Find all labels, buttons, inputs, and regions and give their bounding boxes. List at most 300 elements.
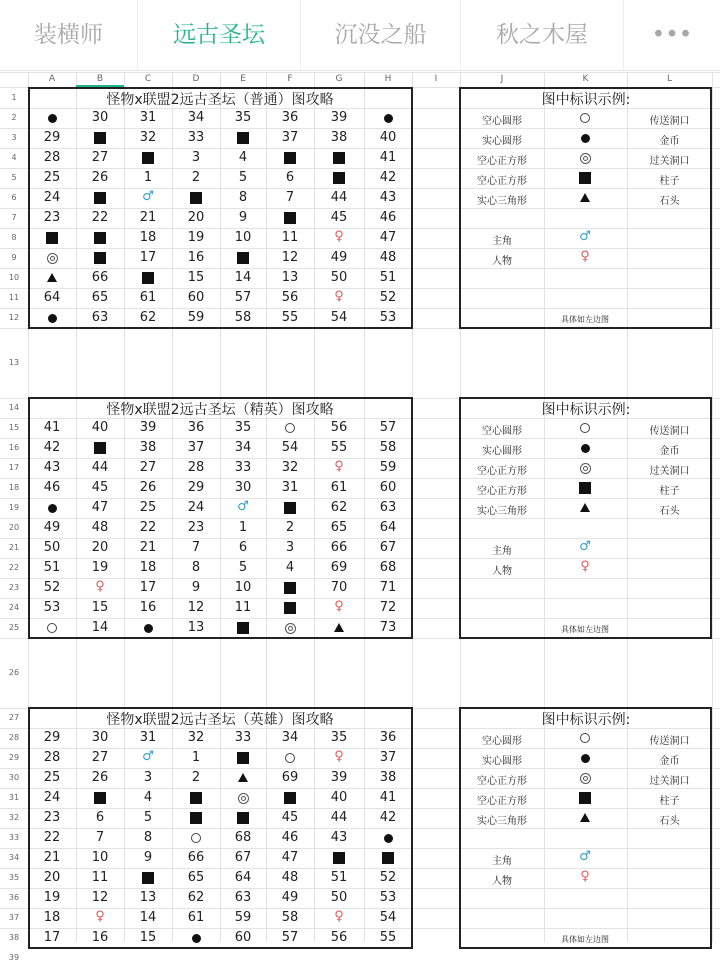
row-header[interactable]: 34	[8, 853, 20, 862]
map-cell[interactable]: 45	[91, 480, 109, 495]
map-cell[interactable]: 13	[139, 890, 157, 905]
map-cell[interactable]: 42	[43, 440, 61, 455]
map-cell[interactable]: 1	[143, 170, 153, 185]
row-header[interactable]: 24	[8, 603, 20, 612]
legend-meaning: 过关洞口	[649, 466, 690, 477]
map-cell[interactable]: 52	[379, 870, 397, 885]
map-cell[interactable]: 67	[234, 850, 252, 865]
map-cell[interactable]: 30	[91, 730, 109, 745]
map-cell[interactable]: 7	[285, 190, 295, 205]
map-cell[interactable]: 13	[281, 270, 299, 285]
map-cell[interactable]: 62	[330, 500, 348, 515]
legend-meaning: 石头	[659, 816, 680, 827]
map-cell[interactable]: 9	[238, 210, 248, 225]
map-cell[interactable]: 29	[43, 730, 61, 745]
map-cell[interactable]: 35	[234, 420, 252, 435]
map-cell[interactable]: 12	[281, 250, 299, 265]
map-cell[interactable]: 41	[379, 150, 397, 165]
map-cell[interactable]: 54	[281, 440, 299, 455]
map-cell[interactable]: 28	[187, 460, 205, 475]
map-cell[interactable]: 19	[43, 890, 61, 905]
row-header[interactable]: 15	[8, 423, 20, 432]
map-cell[interactable]: 44	[330, 190, 348, 205]
map-cell[interactable]: 53	[43, 600, 61, 615]
map-cell[interactable]: 64	[43, 290, 61, 305]
map-cell[interactable]: 13	[187, 620, 205, 635]
map-cell[interactable]: 40	[91, 420, 109, 435]
map-cell[interactable]: 27	[91, 150, 109, 165]
map-cell[interactable]: 47	[281, 850, 299, 865]
map-cell[interactable]: 29	[43, 130, 61, 145]
map-cell[interactable]: 36	[187, 420, 205, 435]
map-cell[interactable]: 21	[139, 540, 157, 555]
map-cell[interactable]: 65	[187, 870, 205, 885]
column-header[interactable]: A	[48, 74, 56, 84]
table-title: 怪物x联盟2远古圣坛（英雄）图攻略	[106, 712, 334, 728]
map-cell[interactable]: 7	[95, 830, 105, 845]
map-cell[interactable]: 36	[281, 110, 299, 125]
map-cell[interactable]: 41	[43, 420, 61, 435]
map-cell[interactable]: 26	[91, 770, 109, 785]
map-cell[interactable]: 49	[281, 890, 299, 905]
legend-shape-name: 空心正方形	[477, 776, 527, 787]
map-cell[interactable]: 50	[330, 270, 348, 285]
map-cell[interactable]: 65	[91, 290, 109, 305]
row-header[interactable]: 19	[8, 503, 20, 512]
map-cell[interactable]: 37	[187, 440, 205, 455]
map-cell[interactable]: 35	[330, 730, 348, 745]
map-cell[interactable]: 60	[234, 930, 252, 945]
map-cell[interactable]: 15	[139, 930, 157, 945]
map-cell[interactable]: 5	[143, 810, 153, 825]
row-header[interactable]: 13	[8, 358, 20, 367]
map-cell[interactable]: 24	[43, 190, 61, 205]
map-cell[interactable]: 58	[379, 440, 397, 455]
map-cell[interactable]: 37	[379, 750, 397, 765]
map-cell[interactable]: 46	[43, 480, 61, 495]
map-cell[interactable]: 18	[139, 230, 157, 245]
row-header[interactable]: 39	[8, 953, 20, 962]
map-cell[interactable]: 2	[285, 520, 295, 535]
rock-icon	[47, 273, 57, 282]
map-cell[interactable]: 5	[238, 170, 248, 185]
row-header[interactable]: 4	[11, 153, 17, 162]
map-cell[interactable]: 55	[379, 930, 397, 945]
character-icon: ♀	[580, 249, 590, 264]
map-cell[interactable]: 14	[91, 620, 109, 635]
pillar-icon	[284, 602, 296, 614]
pillar-icon	[94, 192, 106, 204]
map-cell[interactable]: 57	[234, 290, 252, 305]
map-cell[interactable]: 38	[139, 440, 157, 455]
map-cell[interactable]: 17	[43, 930, 61, 945]
legend-shape-name: 空心正方形	[477, 486, 527, 497]
sheet-tab[interactable]: 秋之木屋	[461, 0, 624, 70]
map-cell[interactable]: 32	[187, 730, 205, 745]
character-icon: ♀	[334, 749, 344, 764]
map-cell[interactable]: 66	[91, 270, 109, 285]
map-cell[interactable]: 69	[281, 770, 299, 785]
row-header[interactable]: 26	[8, 668, 20, 677]
row-header[interactable]: 22	[8, 563, 20, 572]
map-cell[interactable]: 31	[139, 110, 157, 125]
coin-icon	[384, 834, 393, 843]
map-cell[interactable]: 24	[43, 790, 61, 805]
map-cell[interactable]: 23	[43, 810, 61, 825]
row-header[interactable]: 16	[8, 443, 20, 452]
map-cell[interactable]: 2	[191, 170, 201, 185]
map-cell[interactable]: 46	[281, 830, 299, 845]
map-cell[interactable]: 37	[281, 130, 299, 145]
map-cell[interactable]: 27	[139, 460, 157, 475]
pillar-icon	[46, 232, 58, 244]
map-cell[interactable]: 32	[139, 130, 157, 145]
pillar-icon	[237, 622, 249, 634]
map-cell[interactable]: 55	[281, 310, 299, 325]
pillar-icon	[333, 172, 345, 184]
map-cell[interactable]: 42	[379, 170, 397, 185]
map-cell[interactable]: 54	[330, 310, 348, 325]
map-cell[interactable]: 8	[191, 560, 201, 575]
map-cell[interactable]: 11	[91, 870, 109, 885]
map-cell[interactable]: 39	[139, 420, 157, 435]
map-cell[interactable]: 62	[187, 890, 205, 905]
map-cell[interactable]: 63	[379, 500, 397, 515]
map-cell[interactable]: 31	[139, 730, 157, 745]
map-cell[interactable]: 20	[91, 540, 109, 555]
map-cell[interactable]: 3	[285, 540, 295, 555]
sheet-tab[interactable]: 装横师	[0, 0, 138, 70]
map-cell[interactable]: 34	[234, 440, 252, 455]
row-header[interactable]: 12	[8, 313, 20, 322]
map-cell[interactable]: 66	[330, 540, 348, 555]
map-cell[interactable]: 64	[234, 870, 252, 885]
map-cell[interactable]: 33	[234, 730, 252, 745]
row-header[interactable]: 10	[8, 273, 20, 282]
map-cell[interactable]: 42	[379, 810, 397, 825]
row-header[interactable]: 17	[8, 463, 20, 472]
map-cell[interactable]: 24	[187, 500, 205, 515]
map-cell[interactable]: 18	[43, 910, 61, 925]
map-cell[interactable]: 63	[91, 310, 109, 325]
rock-icon	[580, 813, 590, 822]
map-cell[interactable]: 29	[187, 480, 205, 495]
map-cell[interactable]: 60	[379, 480, 397, 495]
character-icon: ♀	[334, 909, 344, 924]
legend-meaning: 过关洞口	[649, 776, 690, 787]
map-cell[interactable]: 39	[330, 770, 348, 785]
map-cell[interactable]: 45	[281, 810, 299, 825]
map-cell[interactable]: 55	[330, 440, 348, 455]
exit-hole-icon	[580, 153, 591, 164]
sheet-tab[interactable]: 远古圣坛	[138, 0, 301, 70]
map-cell[interactable]: 6	[95, 810, 105, 825]
map-cell[interactable]: 59	[187, 310, 205, 325]
legend-shape-name: 空心正方形	[477, 466, 527, 477]
map-cell[interactable]: 30	[91, 110, 109, 125]
column-header[interactable]: H	[384, 74, 392, 84]
map-cell[interactable]: 6	[285, 170, 295, 185]
map-cell[interactable]: 63	[234, 890, 252, 905]
map-cell[interactable]: 71	[379, 580, 397, 595]
map-cell[interactable]: 45	[330, 210, 348, 225]
character-icon: ♀	[95, 909, 105, 924]
map-cell[interactable]: 54	[379, 910, 397, 925]
map-cell[interactable]: 61	[139, 290, 157, 305]
column-header[interactable]: F	[287, 74, 293, 84]
map-cell[interactable]: 15	[91, 600, 109, 615]
more-tabs-button[interactable]: •••	[651, 22, 693, 48]
map-cell[interactable]: 69	[330, 560, 348, 575]
row-header[interactable]: 6	[11, 193, 17, 202]
row-header[interactable]: 1	[11, 93, 17, 102]
rock-icon	[580, 503, 590, 512]
row-header[interactable]: 29	[8, 753, 20, 762]
map-cell[interactable]: 19	[91, 560, 109, 575]
map-cell[interactable]: 10	[234, 580, 252, 595]
map-cell[interactable]: 47	[91, 500, 109, 515]
map-cell[interactable]: 1	[238, 520, 248, 535]
map-cell[interactable]: 10	[234, 230, 252, 245]
row-header[interactable]: 38	[8, 933, 20, 942]
row-header[interactable]: 28	[8, 733, 20, 742]
row-header[interactable]: 33	[8, 833, 20, 842]
map-cell[interactable]: 22	[91, 210, 109, 225]
map-cell[interactable]: 3	[191, 150, 201, 165]
map-cell[interactable]: 43	[379, 190, 397, 205]
map-cell[interactable]: 25	[43, 770, 61, 785]
map-cell[interactable]: 27	[91, 750, 109, 765]
map-cell[interactable]: 58	[234, 310, 252, 325]
map-cell[interactable]: 5	[238, 560, 248, 575]
map-cell[interactable]: 22	[139, 520, 157, 535]
map-cell[interactable]: 11	[281, 230, 299, 245]
row-header[interactable]: 30	[8, 773, 20, 782]
map-cell[interactable]: 68	[234, 830, 252, 845]
map-cell[interactable]: 62	[139, 310, 157, 325]
map-cell[interactable]: 56	[330, 420, 348, 435]
column-header[interactable]: L	[666, 74, 672, 84]
map-cell[interactable]: 58	[281, 910, 299, 925]
legend-role-name: 主角	[492, 856, 512, 867]
map-cell[interactable]: 25	[43, 170, 61, 185]
column-header[interactable]: D	[192, 74, 200, 84]
map-cell[interactable]: 57	[379, 420, 397, 435]
row-header[interactable]: 32	[8, 813, 20, 822]
map-cell[interactable]: 4	[143, 790, 153, 805]
map-cell[interactable]: 39	[330, 110, 348, 125]
row-header[interactable]: 31	[8, 793, 20, 802]
legend-title: 图中标识示例:	[541, 92, 631, 108]
map-cell[interactable]: 38	[379, 770, 397, 785]
map-cell[interactable]: 52	[379, 290, 397, 305]
map-cell[interactable]: 33	[234, 460, 252, 475]
row-header[interactable]: 25	[8, 623, 20, 632]
map-cell[interactable]: 21	[139, 210, 157, 225]
map-cell[interactable]: 17	[139, 250, 157, 265]
row-header[interactable]: 14	[8, 403, 20, 412]
map-cell[interactable]: 8	[238, 190, 248, 205]
hero-icon: ♂	[237, 499, 249, 514]
row-header[interactable]: 2	[11, 113, 17, 122]
map-cell[interactable]: 51	[43, 560, 61, 575]
row-header[interactable]: 3	[11, 133, 17, 142]
map-cell[interactable]: 17	[139, 580, 157, 595]
map-cell[interactable]: 68	[379, 560, 397, 575]
map-cell[interactable]: 33	[187, 130, 205, 145]
row-header[interactable]: 8	[11, 233, 17, 242]
map-cell[interactable]: 49	[43, 520, 61, 535]
map-cell[interactable]: 34	[281, 730, 299, 745]
map-cell[interactable]: 31	[281, 480, 299, 495]
map-cell[interactable]: 19	[187, 230, 205, 245]
map-cell[interactable]: 34	[187, 110, 205, 125]
map-cell[interactable]: 46	[379, 210, 397, 225]
map-cell[interactable]: 35	[234, 110, 252, 125]
exit-hole-icon	[238, 793, 249, 804]
map-cell[interactable]: 16	[91, 930, 109, 945]
map-cell[interactable]: 6	[238, 540, 248, 555]
map-cell[interactable]: 15	[187, 270, 205, 285]
pillar-icon	[142, 152, 154, 164]
map-cell[interactable]: 23	[187, 520, 205, 535]
coin-icon	[581, 134, 590, 143]
map-cell[interactable]: 4	[285, 560, 295, 575]
map-cell[interactable]: 48	[379, 250, 397, 265]
map-cell[interactable]: 2	[191, 770, 201, 785]
map-cell[interactable]: 26	[91, 170, 109, 185]
map-cell[interactable]: 10	[91, 850, 109, 865]
map-cell[interactable]: 73	[379, 620, 397, 635]
column-header[interactable]: B	[96, 74, 104, 84]
map-cell[interactable]: 11	[234, 600, 252, 615]
legend-shape-name: 实心三角形	[477, 196, 527, 207]
map-cell[interactable]: 3	[143, 770, 153, 785]
map-cell[interactable]: 61	[330, 480, 348, 495]
map-cell[interactable]: 70	[330, 580, 348, 595]
row-header[interactable]: 23	[8, 583, 20, 592]
map-cell[interactable]: 7	[191, 540, 201, 555]
map-cell[interactable]: 14	[234, 270, 252, 285]
map-cell[interactable]: 40	[330, 790, 348, 805]
map-cell[interactable]: 41	[379, 790, 397, 805]
map-cell[interactable]: 30	[234, 480, 252, 495]
map-cell[interactable]: 48	[281, 870, 299, 885]
row-header[interactable]: 5	[11, 173, 17, 182]
map-cell[interactable]: 50	[43, 540, 61, 555]
map-cell[interactable]: 44	[330, 810, 348, 825]
map-cell[interactable]: 26	[139, 480, 157, 495]
row-header[interactable]: 36	[8, 893, 20, 902]
map-cell[interactable]: 43	[330, 830, 348, 845]
coin-icon	[192, 934, 201, 943]
map-cell[interactable]: 72	[379, 600, 397, 615]
map-cell[interactable]: 38	[330, 130, 348, 145]
row-header[interactable]: 37	[8, 913, 20, 922]
map-cell[interactable]: 64	[379, 520, 397, 535]
map-cell[interactable]: 60	[187, 290, 205, 305]
map-cell[interactable]: 14	[139, 910, 157, 925]
map-cell[interactable]: 49	[330, 250, 348, 265]
map-cell[interactable]: 61	[187, 910, 205, 925]
map-cell[interactable]: 65	[330, 520, 348, 535]
map-cell[interactable]: 20	[43, 870, 61, 885]
map-cell[interactable]: 1	[191, 750, 201, 765]
map-cell[interactable]: 66	[187, 850, 205, 865]
map-cell[interactable]: 16	[187, 250, 205, 265]
row-header[interactable]: 27	[8, 713, 20, 722]
map-cell[interactable]: 4	[238, 150, 248, 165]
column-header[interactable]: G	[335, 74, 343, 84]
map-cell[interactable]: 67	[379, 540, 397, 555]
map-cell[interactable]: 53	[379, 890, 397, 905]
row-header[interactable]: 7	[11, 213, 17, 222]
column-header[interactable]: C	[144, 74, 152, 84]
legend-title: 图中标识示例:	[541, 712, 631, 728]
map-cell[interactable]: 32	[281, 460, 299, 475]
legend-meaning: 柱子	[659, 486, 680, 497]
map-cell[interactable]: 28	[43, 750, 61, 765]
map-cell[interactable]: 51	[330, 870, 348, 885]
map-cell[interactable]: 40	[379, 130, 397, 145]
map-cell[interactable]: 25	[139, 500, 157, 515]
map-cell[interactable]: 53	[379, 310, 397, 325]
map-cell[interactable]: 36	[379, 730, 397, 745]
map-cell[interactable]: 12	[91, 890, 109, 905]
row-header[interactable]: 9	[11, 253, 17, 262]
column-header[interactable]: K	[582, 74, 589, 84]
map-cell[interactable]: 28	[43, 150, 61, 165]
row-header[interactable]: 18	[8, 483, 20, 492]
pillar-icon	[579, 172, 591, 184]
map-cell[interactable]: 56	[330, 930, 348, 945]
map-cell[interactable]: 56	[281, 290, 299, 305]
map-cell[interactable]: 50	[330, 890, 348, 905]
map-cell[interactable]: 59	[379, 460, 397, 475]
map-cell[interactable]: 18	[139, 560, 157, 575]
row-header[interactable]: 11	[8, 293, 20, 302]
map-cell[interactable]: 21	[43, 850, 61, 865]
map-cell[interactable]: 43	[43, 460, 61, 475]
map-cell[interactable]: 23	[43, 210, 61, 225]
map-cell[interactable]: 20	[187, 210, 205, 225]
map-cell[interactable]: 52	[43, 580, 61, 595]
map-cell[interactable]: 44	[91, 460, 109, 475]
map-cell[interactable]: 8	[143, 830, 153, 845]
legend-meaning: 传送洞口	[649, 736, 690, 747]
map-cell[interactable]: 16	[139, 600, 157, 615]
row-header[interactable]: 35	[8, 873, 20, 882]
map-cell[interactable]: 22	[43, 830, 61, 845]
column-header[interactable]: I	[434, 74, 438, 84]
coin-icon	[48, 504, 57, 513]
map-cell[interactable]: 57	[281, 930, 299, 945]
column-header[interactable]: J	[500, 74, 504, 84]
pillar-icon	[237, 752, 249, 764]
sheet-tab[interactable]: 沉没之船	[301, 0, 461, 70]
map-cell[interactable]: 9	[191, 580, 201, 595]
map-cell[interactable]: 48	[91, 520, 109, 535]
pillar-icon	[190, 192, 202, 204]
map-cell[interactable]: 12	[187, 600, 205, 615]
row-header[interactable]: 20	[8, 523, 20, 532]
row-header[interactable]: 21	[8, 543, 20, 552]
map-cell[interactable]: 47	[379, 230, 397, 245]
column-header[interactable]: E	[240, 74, 246, 84]
map-cell[interactable]: 51	[379, 270, 397, 285]
map-cell[interactable]: 9	[143, 850, 153, 865]
map-cell[interactable]: 59	[234, 910, 252, 925]
